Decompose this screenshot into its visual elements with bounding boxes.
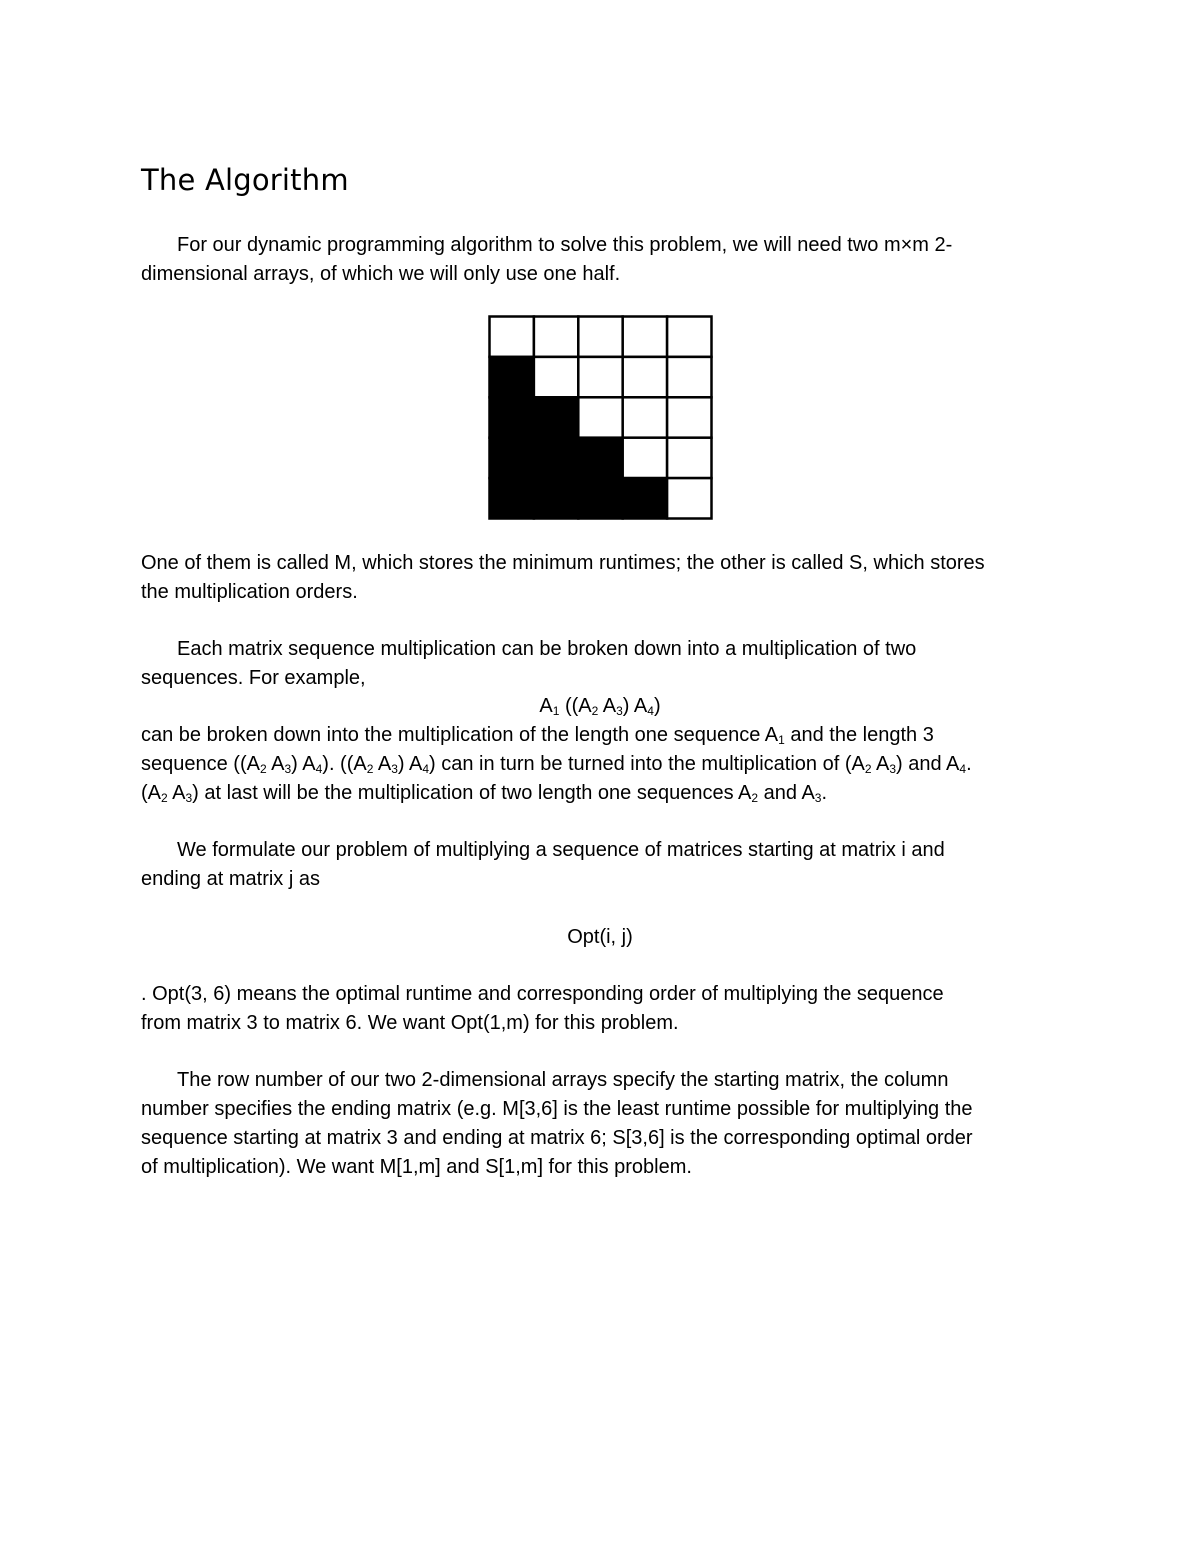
paragraph-m-and-s-line-1: One of them is called M, which stores the minimum runtimes; the other is called S, which stores [141, 552, 985, 574]
grid-cell-filled [623, 478, 667, 518]
paragraph-rows-columns-line-1: The row number of our two 2-dimensional arrays specify the starting matrix, the column [177, 1069, 949, 1091]
explanation-line-3: ($A_2$ $A_3$) at last will be the multiplication of two length one sequences $A_2$ and $A_3$. [141, 782, 828, 805]
paragraph-intro-line-1: For our dynamic programming algorithm to solve this problem, we will need two m×m 2- [177, 234, 953, 256]
grid-cell-filled [534, 397, 578, 437]
grid-cell-empty [667, 317, 711, 357]
paragraph-formulate-line-2: ending at matrix j as [141, 868, 320, 890]
grid-cell-empty [534, 317, 578, 357]
explanation-line-1: can be broken down into the multiplication of the length one sequence $A_1$ and the length 3 [141, 724, 934, 747]
grid-cell-filled [578, 478, 622, 518]
paragraph-opt-meaning-line-2: from matrix 3 to matrix 6. We want Opt(1,m) for this problem. [141, 1012, 679, 1034]
half-matrix-diagram [488, 315, 713, 520]
paragraph-m-and-s [141, 549, 1071, 607]
grid-cell-empty [623, 438, 667, 478]
paragraph-m-and-s-line-2: the multiplication orders. [141, 581, 358, 603]
grid-cell-empty [623, 397, 667, 437]
paragraph-formulate-line-1: We formulate our problem of multiplying a sequence of matrices starting at matrix i and [177, 839, 945, 861]
grid-cell-empty [667, 397, 711, 437]
paragraph-breakdown-line-1: Each matrix sequence multiplication can be broken down into a multiplication of two [177, 638, 917, 660]
paragraph-opt-meaning [141, 980, 1071, 1038]
paragraph-breakdown [141, 635, 1071, 693]
paragraph-intro-line-2: dimensional arrays, of which we will only use one half. [141, 263, 621, 285]
explanation-line-2: sequence (($A_2$ $A_3$) $A_4$). (($A_2$ $A_3$) $A_4$) can in turn be turned into the multiplication of ($A_2$ $A_3$) and $A_4$. [141, 753, 972, 776]
formula-opt: Opt(i, j) [567, 926, 633, 948]
section-heading: The Algorithm [141, 163, 349, 197]
grid-cell-filled [490, 357, 534, 397]
paragraph-rows-columns [141, 1066, 1071, 1182]
grid-cell-filled [534, 478, 578, 518]
grid-cell-empty [578, 397, 622, 437]
half-matrix-grid [488, 315, 713, 520]
paragraph-breakdown-line-2: sequences. For example, [141, 667, 366, 689]
grid-cell-empty [667, 357, 711, 397]
paragraph-rows-columns-line-2: number specifies the ending matrix (e.g. M[3,6] is the least runtime possible for multiplying the [141, 1098, 973, 1120]
grid-cell-empty [623, 357, 667, 397]
grid-cell-empty [578, 317, 622, 357]
grid-cell-empty [623, 317, 667, 357]
grid-cell-filled [534, 438, 578, 478]
paragraph-formulate [141, 836, 1071, 894]
paragraph-example-explanation [141, 721, 1071, 808]
grid-cell-empty [578, 357, 622, 397]
grid-cell-empty [490, 317, 534, 357]
paragraph-rows-columns-line-4: of multiplication). We want M[1,m] and S[1,m] for this problem. [141, 1156, 692, 1178]
grid-cell-empty [534, 357, 578, 397]
paragraph-rows-columns-line-3: sequence starting at matrix 3 and ending at matrix 6; S[3,6] is the corresponding optimal order [141, 1127, 973, 1149]
paragraph-intro [141, 231, 1071, 289]
paragraph-opt-meaning-line-1: . Opt(3, 6) means the optimal runtime and corresponding order of multiplying the sequence [141, 983, 944, 1005]
grid-cell-filled [490, 478, 534, 518]
formula-example: $A_1$ (($A_2$ $A_3$) $A_4$) [539, 695, 661, 718]
grid-cell-filled [490, 438, 534, 478]
grid-cell-empty [667, 478, 711, 518]
grid-cell-filled [490, 397, 534, 437]
grid-cell-filled [578, 438, 622, 478]
grid-cell-empty [667, 438, 711, 478]
